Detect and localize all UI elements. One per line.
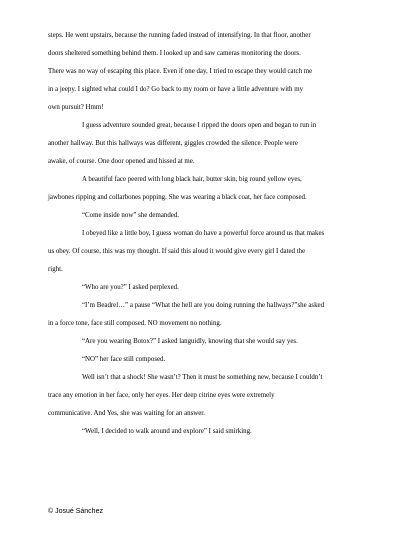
text-line: own pursuit? Hmm! bbox=[48, 104, 104, 111]
text-line: awake, of course. One door opened and hissed at me. bbox=[48, 158, 195, 165]
document-body bbox=[48, 32, 379, 446]
text-line: another hallway. But this hallways was different, giggles crowded the silence. People were bbox=[48, 140, 298, 147]
text-line: in a jeepy. I sighted what could I do? Go back to my room or have a little adventure with my bbox=[48, 86, 304, 93]
paragraph-first-line: I guess adventure sounded great, because I ripped the doors open and began to run in bbox=[82, 122, 317, 129]
text-line: in a force tone, face still composed. NO movement no nothing. bbox=[48, 320, 222, 327]
paragraph-first-line: I obeyed like a little boy, I guess woman do have a powerful force around us that makes bbox=[82, 230, 325, 237]
text-line: jawbones ripping and collarbones popping. She was wearing a black coat, her face composed. bbox=[48, 194, 307, 201]
paragraph-first-line: Well isn’t that a shock! She wasn’t? Then it must be something new, because I couldn’t bbox=[82, 374, 323, 381]
paragraph-first-line: “Well, I decided to walk around and explore” I said smirking. bbox=[82, 428, 252, 435]
text-line: right. bbox=[48, 266, 63, 273]
paragraph-first-line: “NO” her face still composed. bbox=[82, 356, 166, 363]
paragraph-first-line: “Come inside now” she demanded. bbox=[82, 212, 180, 219]
paragraph-first-line: A beautiful face peered with long black hair, butter skin, big round yellow eyes, bbox=[82, 176, 302, 183]
text-line: communicative. And Yes, she was waiting for an answer. bbox=[48, 410, 205, 417]
text-line: us obey. Of course, this was my thought. If said this aloud it would give every girl I dated the bbox=[48, 248, 306, 255]
text-line: There was no way of escaping this place. Even if one day, I tried to escape they would catch me bbox=[48, 68, 313, 75]
text-line: trace any emotion in her face, only her eyes. Her deep citrine eyes were extremely bbox=[48, 392, 275, 399]
text-line: steps. He went upstairs, because the running faded instead of intensifying. In that floor, another bbox=[48, 32, 311, 39]
paragraph-first-line: “Are you wearing Botox?” I asked languidly, knowing that she would say yes. bbox=[82, 338, 298, 345]
paragraph-first-line: “I’m Beadrel…” a pause “What the hell are you doing running the hallways?”she asked bbox=[82, 302, 325, 309]
text-line: doors sheltered something behind them. I looked up and saw cameras monitoring the doors. bbox=[48, 50, 301, 57]
paragraph-first-line: “Who are you?” I asked perplexed. bbox=[82, 284, 179, 291]
copyright-footer: © Josué Sánchez bbox=[48, 508, 103, 515]
